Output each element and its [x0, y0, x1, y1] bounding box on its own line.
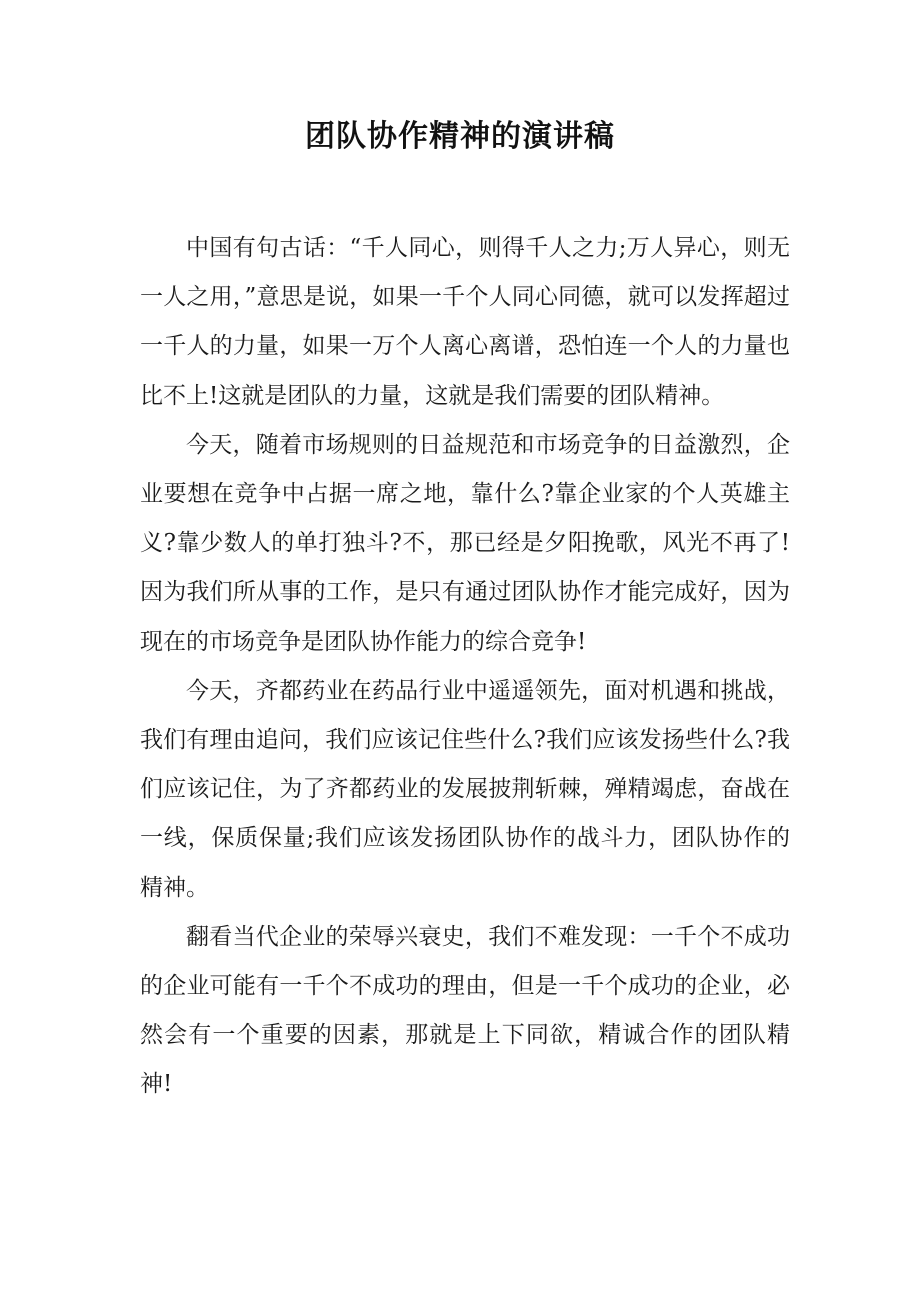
- paragraph-3: 今天，齐都药业在药品行业中遥遥领先，面对机遇和挑战，我们有理由追问，我们应该记住些什么?我们应该发扬些什么?我们应该记住，为了齐都药业的发展披荆斩棘，殚精竭虑，奋战在一线，保质保量;我们应该发扬团队协作的战斗力，团队协作的精神。: [140, 677, 790, 901]
- paragraph-2: 今天，随着市场规则的日益规范和市场竞争的日益激烈，企业要想在竞争中占据一席之地，靠什么?靠企业家的个人英雄主义?靠少数人的单打独斗?不，那已经是夕阳挽歌，风光不再了!因为我们所从事的工作，是只有通过团队协作才能完成好，因为现在的市场竞争是团队协作能力的综合竞争!: [140, 431, 790, 655]
- document-body: [140, 224, 790, 1110]
- document-title: 团队协作精神的演讲稿: [305, 119, 615, 154]
- paragraph-1: 中国有句古话：“千人同心，则得千人之力;万人异心，则无一人之用，”意思是说，如果一千个人同心同德，就可以发挥超过一千人的力量，如果一万个人离心离谱，恐怕连一个人的力量也比不上!这就是团队的力量，这就是我们需要的团队精神。: [140, 235, 790, 409]
- paragraph-4: 翻看当代企业的荣辱兴衰史，我们不难发现：一千个不成功的企业可能有一千个不成功的理由，但是一千个成功的企业，必然会有一个重要的因素，那就是上下同欲，精诚合作的团队精神!: [140, 923, 790, 1098]
